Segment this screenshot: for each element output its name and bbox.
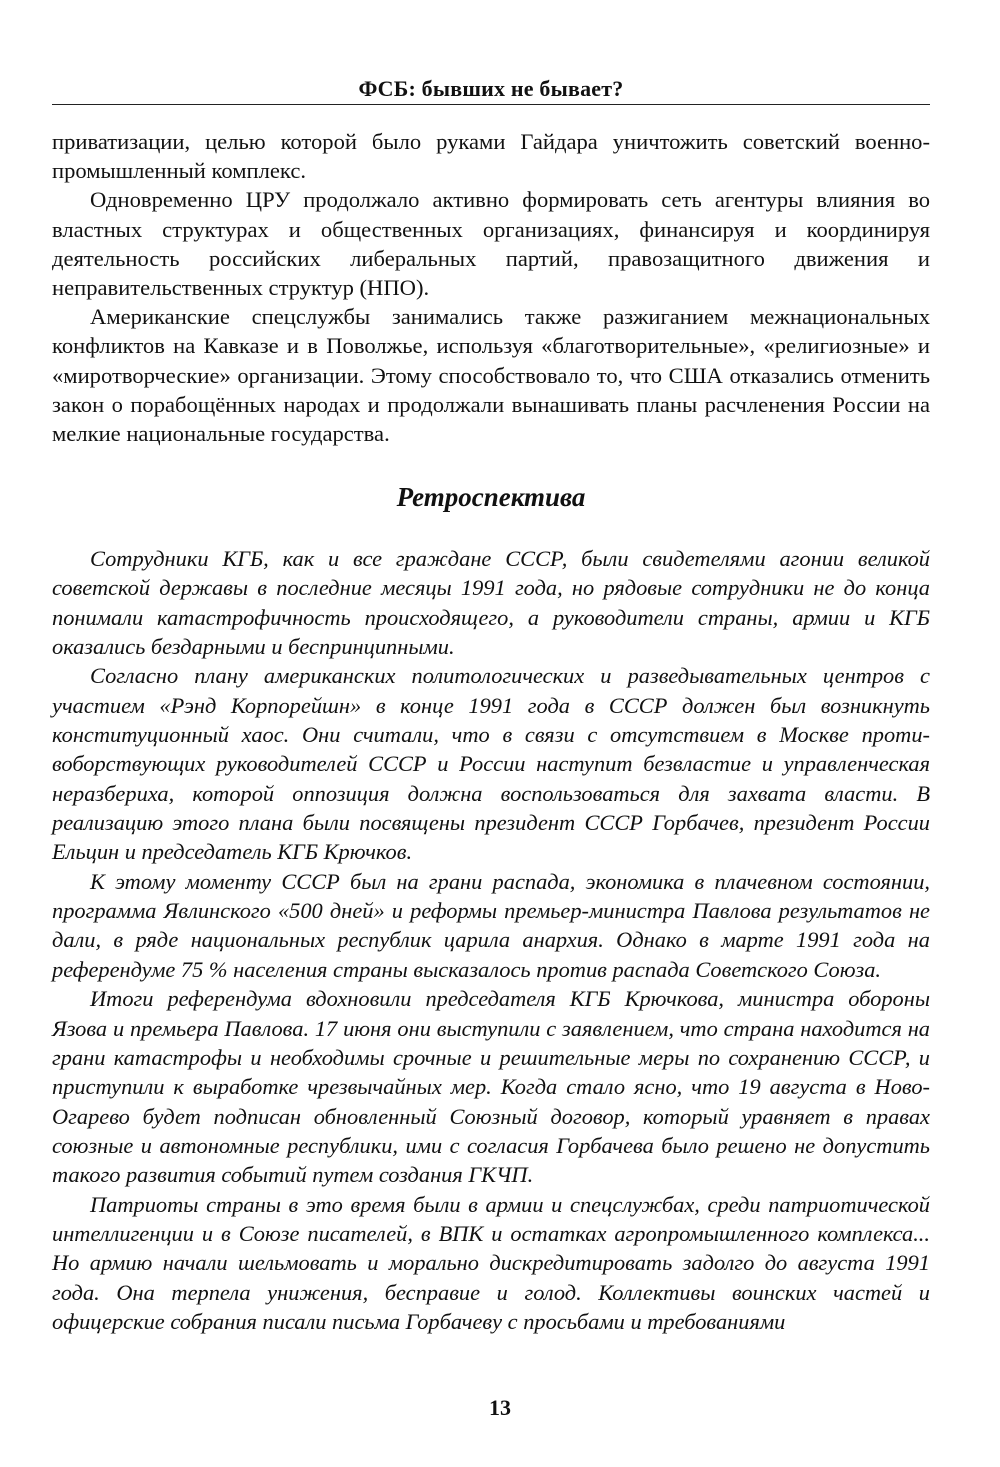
running-header — [52, 76, 930, 105]
running-title: ФСБ: бывших не бывает? — [358, 76, 624, 101]
italic-paragraph: Согласно плану американских политологических и разведывательных центров с участием «Рэнд Корпорейшн» в конце 1991 года в СССР должен был возникнуть конституционный хаос. Они считали, что в связи с отсутствием в Москве противоборствующих руководителей СССР и России наступит безвластие и управленческая неразбериха, которой оппозиция должна воспользоваться для захвата власти. В реализацию этого плана были посвящены президент СССР Горбачев, президент России Ельцин и председатель КГБ Крючков. — [52, 663, 930, 865]
paragraph: Американские спецслужбы занимались также разжиганием межнациональных конфликтов на Кавказе и в Поволжье, используя «благотворительные», «религиозные» и «миротворческие» организации. Этому способствовало то, что США отказались отменить закон о порабощённых народах и продолжали вынашивать планы расчленения России на мелкие национальные государства. — [52, 304, 930, 447]
paragraph: приватизации, целью которой было руками Гайдара уничтожить советский военно-промышленный комплекс. — [52, 129, 930, 184]
italic-paragraph: К этому моменту СССР был на грани распада, экономика в плачевном состоянии, программа Явлинского «500 дней» и реформы премьер-министра Павлова результатов не дали, в ряде национальных республик царила анархия. Однако в марте 1991 года на референдуме 75 % населения страны высказалось против распада Советского Союза. — [52, 868, 930, 982]
page-number: 13 — [489, 1395, 511, 1420]
italic-paragraph: Патриоты страны в это время были в армии и спецслужбах, среди патриотической интеллигенции и в Союзе писателей, в ВПК и остатках агропромышленного комплекса... Но армию начали шельмовать и морально дискредитировать задолго до августа 1991 года. Она терпела унижения, бесправие и голод. Коллективы воинских частей и офицерские собрания писали письма Горбачеву с просьбами и требованиями — [52, 1191, 930, 1334]
section-heading: Ретроспектива — [396, 482, 586, 512]
paragraph: Одновременно ЦРУ продолжало активно формировать сеть агентуры влияния во властных структурах и общественных организациях, финансируя и координируя деятельность российских либеральных партий, правозащитного движения и неправительственных структур (НПО). — [52, 187, 930, 301]
italic-paragraph: Итоги референдума вдохновили председателя КГБ Крючкова, министра обороны Язова и премьера Павлова. 17 июня они выступили с заявлением, что страна находится на грани катастрофы и необходимы срочные и решительные меры по сохранению СССР, и приступили к выработке чрезвычайных мер. Когда стало ясно, что 19 августа в Ново-Огарево будет подписан обновленный Союзный договор, который уравняет в правах союзные и автономные республики, ими с согласия Горбачева было решено не допустить такого развития событий путем создания ГКЧП. — [52, 986, 930, 1188]
italic-paragraph: Сотрудники КГБ, как и все граждане СССР, были свидетелями агонии великой советской державы в последние месяцы 1991 года, но рядовые сотрудники не до конца понимали катастрофичность происходящего, а руководители страны, армии и КГБ оказались бездарными и беспринципными. — [52, 546, 930, 660]
body-text — [52, 127, 930, 448]
retrospective-text — [52, 544, 930, 1336]
